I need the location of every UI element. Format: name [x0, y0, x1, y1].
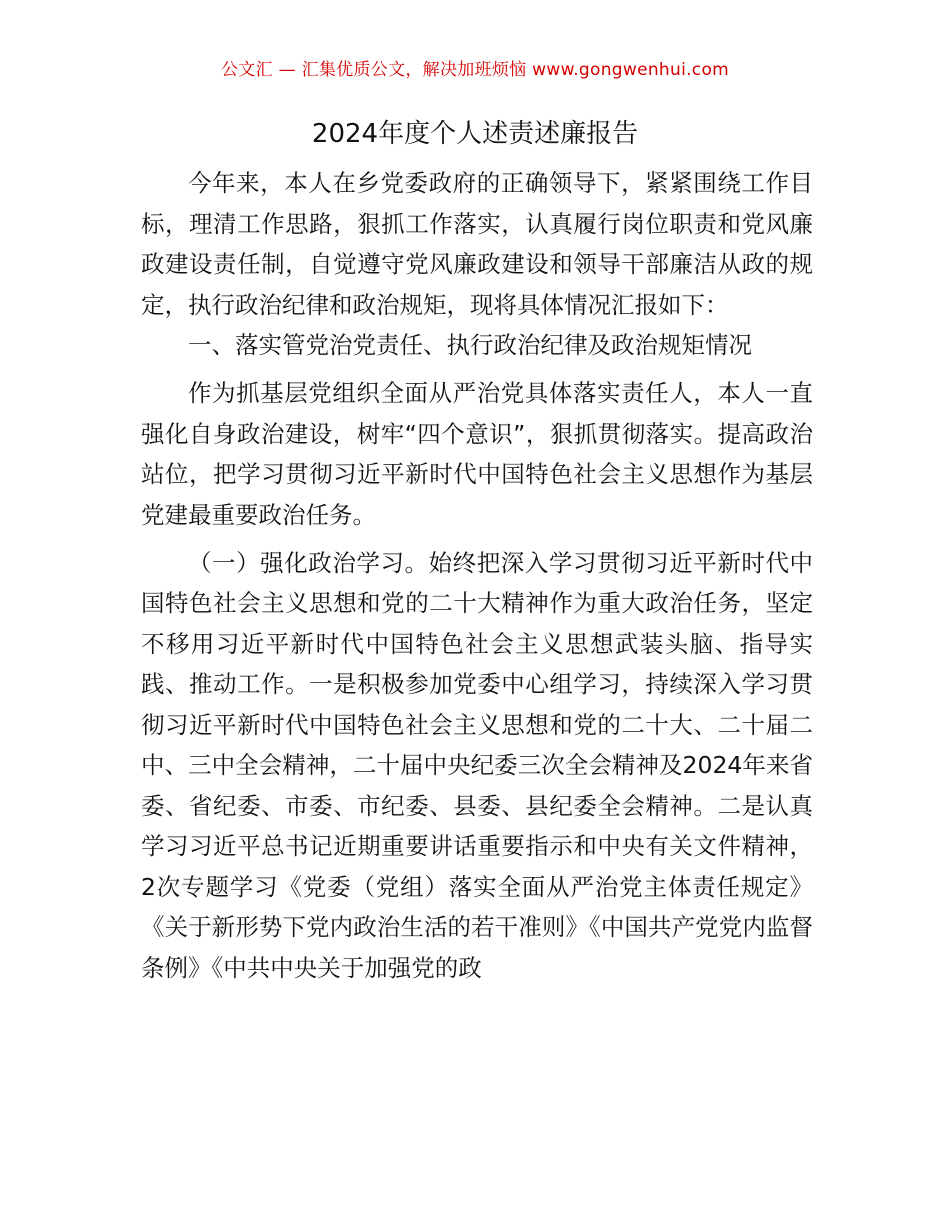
document-title: 2024年度个人述责述廉报告 [311, 119, 639, 149]
section-heading: 一、落实管党治党责任、执行政治纪律及政治规矩情况 [188, 331, 752, 359]
document-body [141, 163, 813, 988]
intro-paragraph: 今年来，本人在乡党委政府的正确领导下，紧紧围绕工作目标，理清工作思路，狠抓工作落实，认真履行岗位职责和党风廉政建设责任制，自觉遵守党风廉政建设和领导干部廉洁从政的规定，执行政治纪律和政治规矩，现将具体情况汇报如下： [141, 169, 813, 319]
body-paragraph: （一）强化政治学习。始终把深入学习贯彻习近平新时代中国特色社会主义思想和党的二十大精神作为重大政治任务，坚定不移用习近平新时代中国特色社会主义思想武装头脑、指导实践、推动工作。一是积极参加党委中心组学习，持续深入学习贯彻习近平新时代中国特色社会主义思想和党的二十大、二十届二中、三中全会精神，二十届中央纪委三次全会精神及2024年来省委、省纪委、市委、市纪委、县委、县纪委全会精神。二是认真学习习近平总书记近期重要讲话重要指示和中央有关文件精神，2次专题学习《党委（党组）落实全面从严治党主体责任规定》《关于新形势下党内政治生活的若干准则》《中国共产党党内监督条例》《中共中央关于加强党的政 [141, 548, 813, 982]
header-watermark: 公文汇 — 汇集优质公文，解决加班烦恼 www.gongwenhui.com [220, 60, 730, 80]
body-paragraph: 作为抓基层党组织全面从严治党具体落实责任人，本人一直强化自身政治建设，树牢“四个意识”，狠抓贯彻落实。提高政治站位，把学习贯彻习近平新时代中国特色社会主义思想作为基层党建最重要政治任务。 [141, 379, 813, 529]
